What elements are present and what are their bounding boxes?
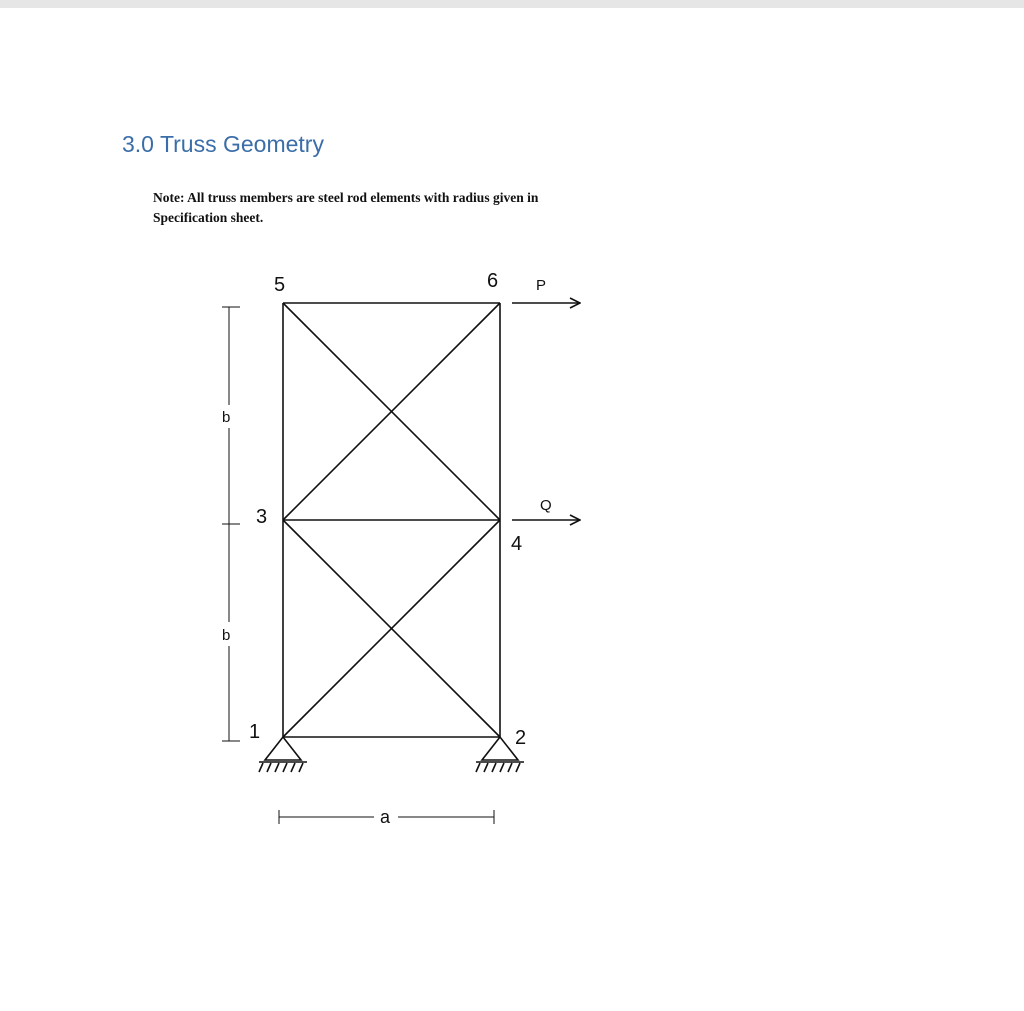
load-label-q: Q: [540, 497, 552, 514]
dimension-label-b-lower: b: [222, 627, 231, 644]
truss-members: [283, 303, 500, 737]
node-label-6: 6: [487, 270, 499, 292]
node-label-1: 1: [249, 721, 261, 743]
height-dimension: [222, 307, 240, 741]
support-node-1: [259, 737, 307, 772]
dimension-label-b-upper: b: [222, 409, 231, 426]
node-label-4: 4: [511, 533, 523, 555]
node-label-2: 2: [515, 727, 527, 749]
note-line-1: Note: All truss members are steel rod elements with radius given in: [153, 190, 539, 205]
node-label-5: 5: [274, 274, 286, 296]
load-label-p: P: [536, 277, 547, 294]
note-line-2: Specification sheet.: [153, 210, 264, 225]
section-heading: 3.0 Truss Geometry: [122, 131, 324, 157]
node-label-3: 3: [256, 506, 268, 528]
dimension-label-a: a: [380, 807, 391, 827]
